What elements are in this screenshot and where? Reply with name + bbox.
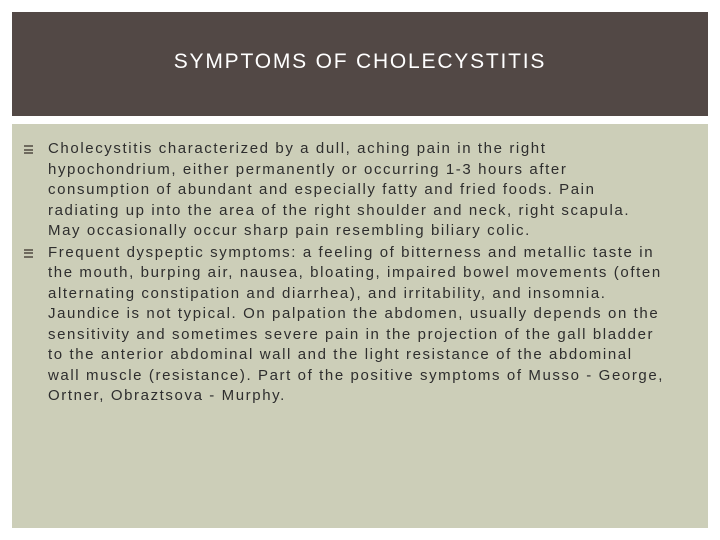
list-lines-icon [24, 145, 33, 154]
bullet-item-dyspeptic [48, 243, 668, 407]
bullet-list [48, 139, 668, 408]
bullet-text: Frequent dyspeptic symptoms: a feeling of bitterness and metallic taste in the mouth, burping air, nausea, bloating, impaired bowel movements (often alternating constipation and diarrhea), and irritability, and insomnia. Jaundice is not typical. On palpation the abdomen, usually depends on the sensitivity and sometimes severe pain in the projection of the gall bladder to the anterior abdominal wall and the light resistance of the abdominal wall muscle (resistance). Part of the positive symptoms of Musso - George, Ortner, Obraztsova - Murphy. [48, 243, 665, 404]
bullet-item-pain [48, 139, 668, 242]
content-area [12, 124, 708, 528]
list-lines-icon [24, 249, 33, 258]
title-band [12, 12, 708, 116]
slide-title: SYMPTOMS OF CHOLECYSTITIS [173, 50, 547, 73]
bullet-text: Cholecystitis characterized by a dull, aching pain in the right hypochondrium, either permanently or occurring 1-3 hours after consumption of abundant and especially fatty and fried foods. Pain radiating up into the area of the right shoulder and neck, right scapula. May occasionally occur sharp pain resembling biliary colic. [48, 140, 631, 239]
